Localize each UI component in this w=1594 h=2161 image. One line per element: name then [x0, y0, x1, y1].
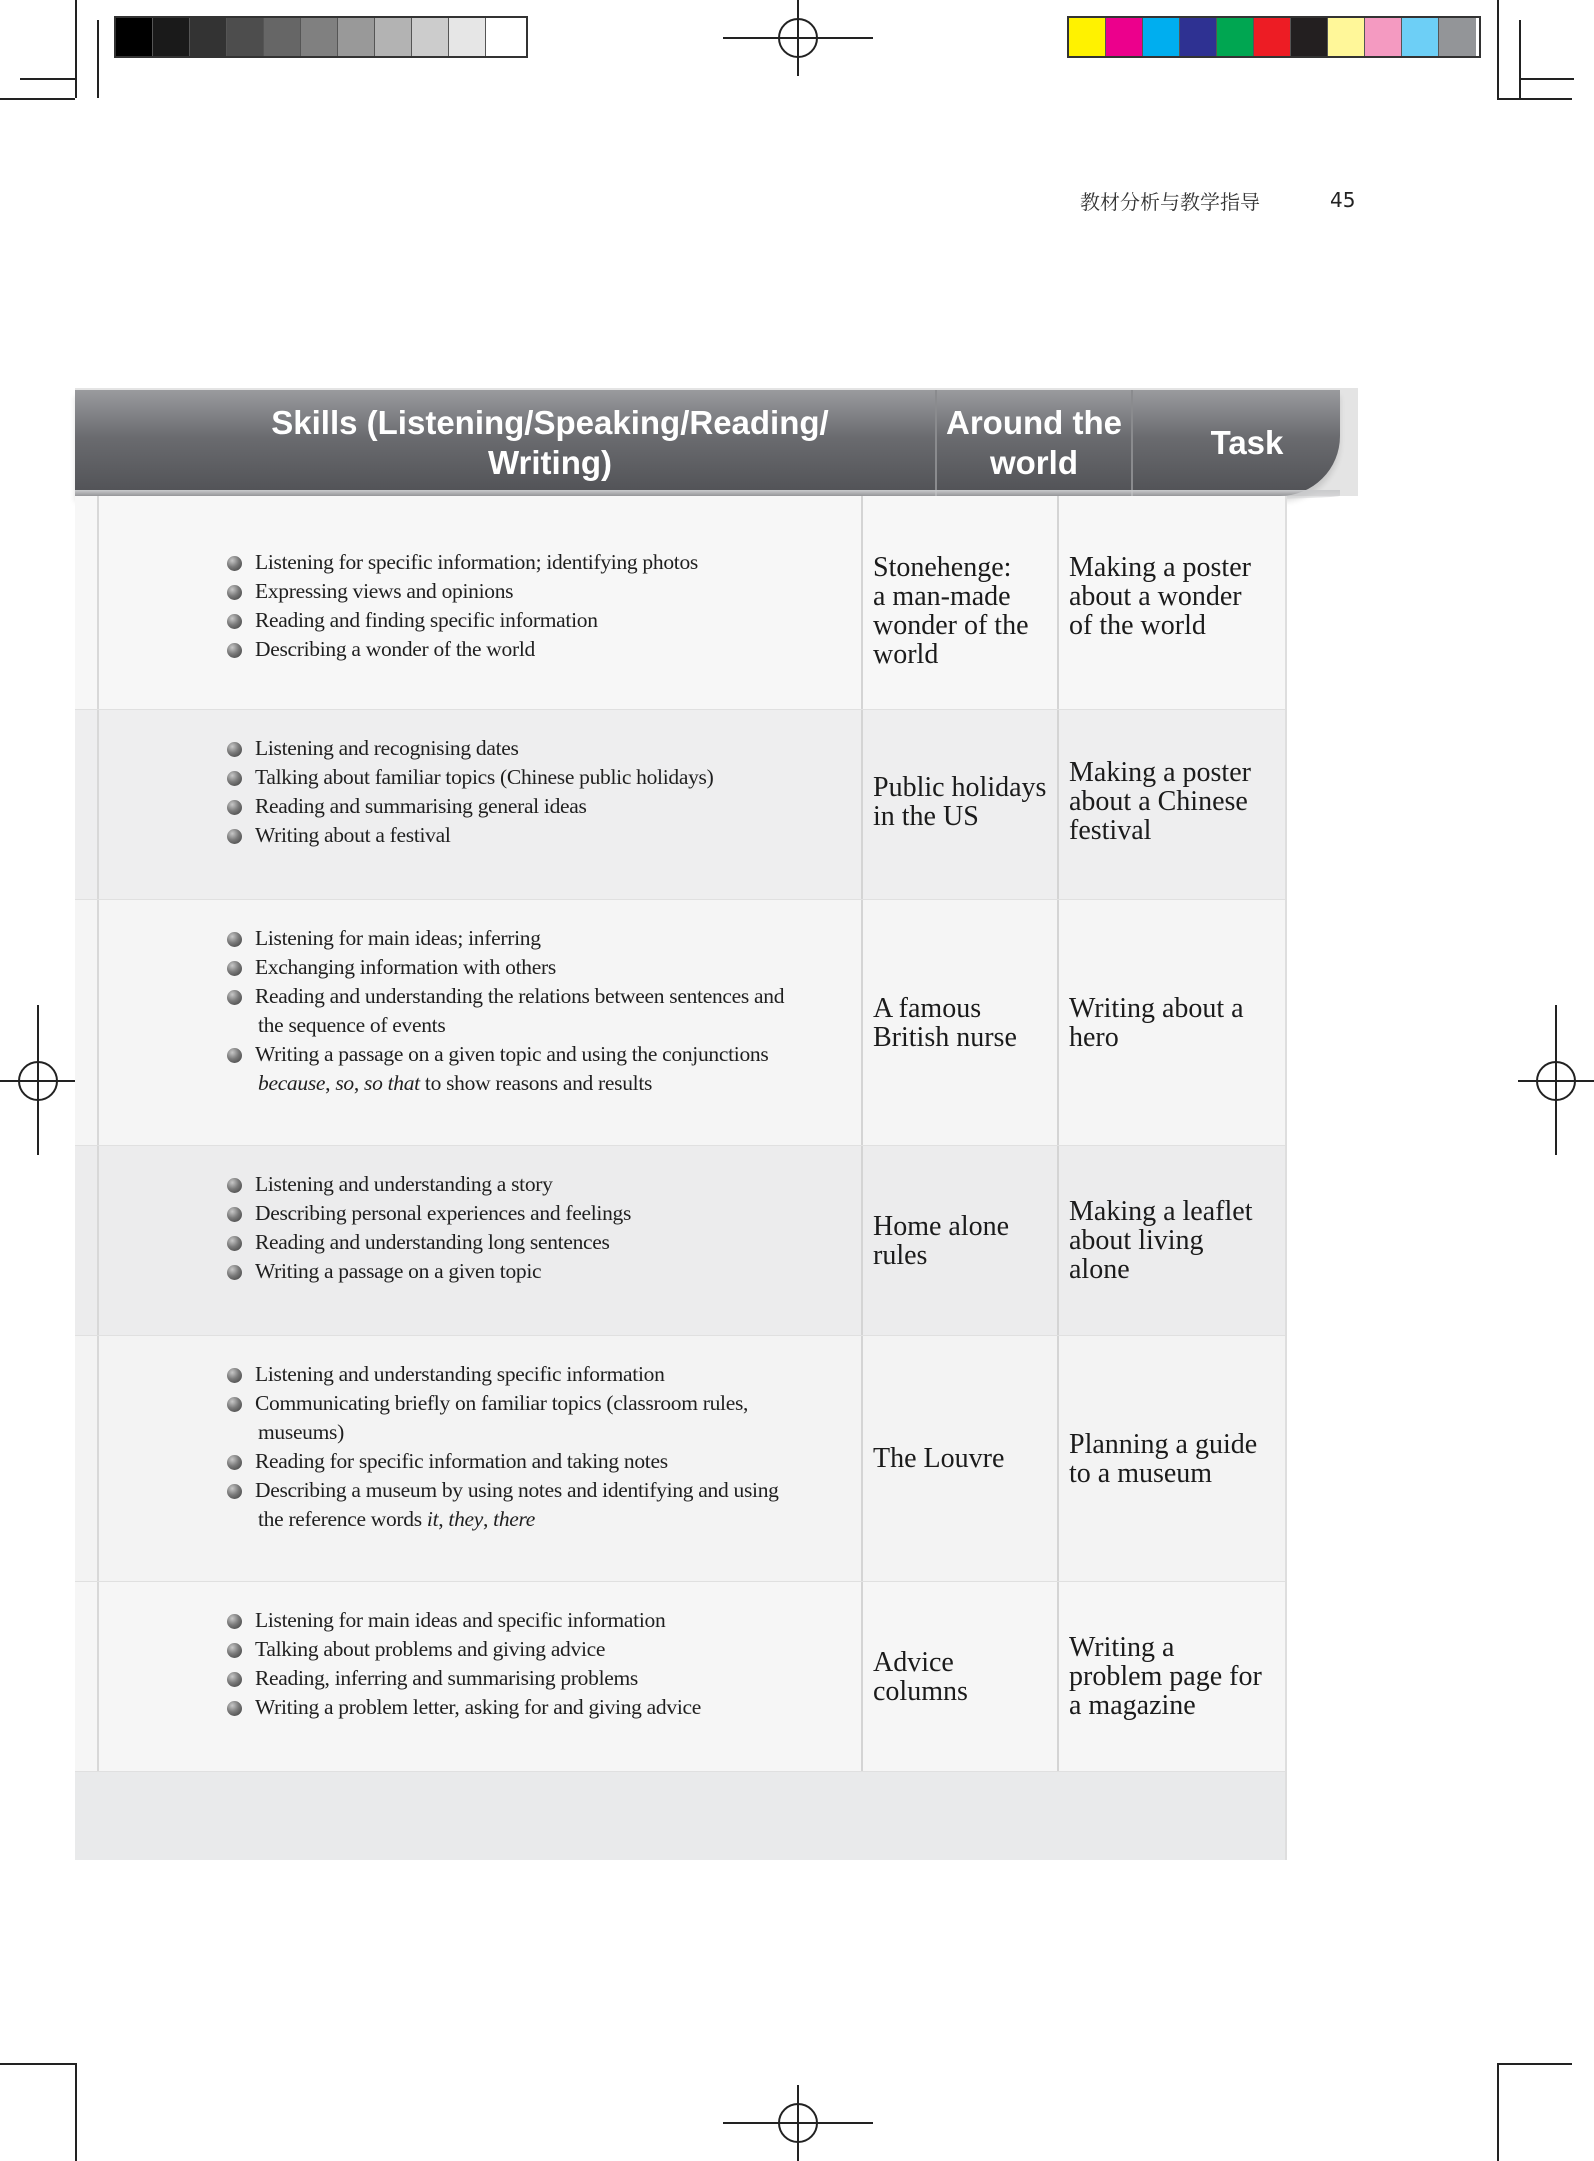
calibration-swatch — [1291, 18, 1328, 56]
crop-mark — [1497, 2063, 1572, 2065]
task-cell — [1057, 900, 1285, 1145]
task-cell — [1057, 710, 1285, 899]
calibration-swatch — [1217, 18, 1254, 56]
calibration-swatch — [153, 18, 190, 56]
task-line: Writing about a — [1069, 992, 1244, 1024]
around-line: Stonehenge: — [873, 552, 1012, 583]
skills-cell — [97, 1146, 861, 1335]
running-head-title: 教材分析与教学指导 — [1080, 190, 1260, 214]
calibration-swatch — [449, 18, 486, 56]
around-the-world-cell — [861, 900, 1057, 1145]
registration-mark-line — [1555, 1005, 1557, 1155]
bullet-icon — [227, 961, 242, 976]
task-line: hero — [1069, 1021, 1119, 1053]
calibration-swatch — [1402, 18, 1439, 56]
skill-item: Communicating briefly on familiar topics (classroom rules, museums) — [227, 1389, 847, 1447]
task-line: Writing a — [1069, 1632, 1175, 1663]
task-line: about a Chinese — [1069, 786, 1248, 817]
skill-item: Listening for main ideas; inferring — [227, 924, 847, 953]
bullet-icon — [227, 1048, 242, 1063]
around-the-world-cell — [861, 710, 1057, 899]
around-line: world — [873, 639, 939, 670]
around-line: a man-made — [873, 581, 1011, 612]
around-line: in the US — [873, 800, 979, 832]
bullet-icon — [227, 771, 242, 786]
task-line: alone — [1069, 1254, 1130, 1285]
bullet-icon — [227, 1265, 242, 1280]
calibration-swatch — [1106, 18, 1143, 56]
skill-item: Describing personal experiences and feelings — [227, 1199, 847, 1228]
crop-mark — [97, 20, 99, 98]
bullet-icon — [227, 1614, 242, 1629]
bullet-icon — [227, 1178, 242, 1193]
around-line: The Louvre — [873, 1443, 1005, 1474]
bullet-icon — [227, 1484, 242, 1499]
skills-cell — [97, 1582, 861, 1771]
skill-item: Writing about a festival — [227, 821, 847, 850]
bullet-icon — [227, 556, 242, 571]
skill-item: Describing a museum by using notes and identifying and using the reference words it, they, there — [227, 1476, 847, 1534]
skills-list — [227, 1170, 847, 1286]
task-line: Making a poster — [1069, 757, 1251, 788]
skill-item: Reading and summarising general ideas — [227, 792, 847, 821]
bullet-icon — [227, 990, 242, 1005]
task-cell — [1057, 496, 1285, 709]
header-around-line2: world — [989, 444, 1078, 481]
bullet-icon — [227, 1397, 242, 1412]
registration-mark-line — [37, 1005, 39, 1155]
calibration-swatch — [190, 18, 227, 56]
table-body — [75, 496, 1287, 1860]
table-row — [75, 900, 1285, 1146]
task-line: festival — [1069, 815, 1152, 846]
calibration-swatch — [227, 18, 264, 56]
crop-mark — [20, 78, 75, 80]
crop-mark — [1497, 2063, 1499, 2161]
skills-list — [227, 1360, 847, 1534]
task-line: of the world — [1069, 610, 1206, 641]
task-line: about a wonder — [1069, 581, 1242, 612]
skills-cell — [97, 496, 861, 709]
around-line: rules — [873, 1239, 928, 1271]
bullet-icon — [227, 1455, 242, 1470]
calibration-swatch — [264, 18, 301, 56]
crop-mark — [75, 2063, 77, 2161]
registration-mark-line — [797, 0, 799, 76]
table-footer-band — [75, 1772, 1287, 1860]
around-line: Advice — [873, 1646, 954, 1678]
crop-mark — [1519, 78, 1574, 80]
table-row — [75, 710, 1285, 900]
bullet-icon — [227, 1236, 242, 1251]
bullet-icon — [227, 614, 242, 629]
task-cell — [1057, 1146, 1285, 1335]
table-row — [75, 496, 1285, 710]
task-line: about living — [1069, 1225, 1204, 1256]
task-cell — [1057, 1336, 1285, 1581]
task-line: to a museum — [1069, 1457, 1213, 1489]
calibration-swatch — [338, 18, 375, 56]
header-around-the-world — [935, 390, 1131, 496]
skill-item: Reading and understanding long sentences — [227, 1228, 847, 1257]
skill-item: Writing a passage on a given topic and using the conjunctions because, so, so that to show reasons and results — [227, 1040, 847, 1098]
calibration-swatch — [1328, 18, 1365, 56]
bullet-icon — [227, 1368, 242, 1383]
skill-item: Listening and understanding specific information — [227, 1360, 847, 1389]
bullet-icon — [227, 742, 242, 757]
calibration-swatch — [486, 18, 523, 56]
skill-item: Reading, inferring and summarising problems — [227, 1664, 847, 1693]
page-number: 45 — [1330, 188, 1356, 212]
skills-list — [227, 548, 847, 664]
header-skills-line1: Skills (Listening/Speaking/Reading/ — [271, 404, 829, 441]
skill-item: Writing a problem letter, asking for and giving advice — [227, 1693, 847, 1722]
skill-item: Reading and understanding the relations between sentences and the sequence of events — [227, 982, 847, 1040]
skill-item: Exchanging information with others — [227, 953, 847, 982]
calibration-swatch — [1143, 18, 1180, 56]
around-line: columns — [873, 1675, 968, 1707]
header-skills-line2: Writing) — [487, 444, 612, 481]
bullet-icon — [227, 1701, 242, 1716]
around-the-world-cell — [861, 1146, 1057, 1335]
around-line: A famous — [873, 992, 982, 1024]
table-header — [75, 390, 1340, 496]
around-the-world-cell — [861, 1336, 1057, 1581]
skill-item: Expressing views and opinions — [227, 577, 847, 606]
bullet-icon — [227, 800, 242, 815]
skill-item: Listening for specific information; identifying photos — [227, 548, 847, 577]
skill-item: Describing a wonder of the world — [227, 635, 847, 664]
bullet-icon — [227, 932, 242, 947]
bullet-icon — [227, 643, 242, 658]
crop-mark — [1497, 98, 1572, 100]
task-cell — [1057, 1582, 1285, 1771]
around-the-world-cell — [861, 496, 1057, 709]
table-row — [75, 1336, 1285, 1582]
skill-item: Reading and finding specific information — [227, 606, 847, 635]
task-line: Planning a guide — [1069, 1428, 1258, 1460]
table-row — [75, 1146, 1285, 1336]
calibration-swatch — [116, 18, 153, 56]
around-line: British nurse — [873, 1021, 1017, 1053]
crop-mark — [0, 2063, 75, 2065]
skills-cell — [97, 900, 861, 1145]
bullet-icon — [227, 829, 242, 844]
skills-list — [227, 1606, 847, 1722]
around-line: Home alone — [873, 1210, 1010, 1242]
calibration-swatch — [412, 18, 449, 56]
skill-item: Writing a passage on a given topic — [227, 1257, 847, 1286]
header-skills — [165, 390, 935, 496]
bullet-icon — [227, 1672, 242, 1687]
calibration-swatch — [1439, 18, 1476, 56]
around-the-world-cell — [861, 1582, 1057, 1771]
task-line: problem page for — [1069, 1661, 1262, 1692]
registration-mark-line — [797, 2085, 799, 2161]
task-line: a magazine — [1069, 1690, 1196, 1721]
calibration-swatch — [375, 18, 412, 56]
calibration-swatch — [1365, 18, 1402, 56]
task-line: Making a poster — [1069, 552, 1251, 583]
crop-mark — [1519, 20, 1521, 98]
header-task: Task — [1131, 390, 1361, 496]
skill-item: Talking about familiar topics (Chinese public holidays) — [227, 763, 847, 792]
bullet-icon — [227, 585, 242, 600]
skill-item: Talking about problems and giving advice — [227, 1635, 847, 1664]
crop-mark — [75, 0, 77, 98]
header-around-line1: Around the — [946, 404, 1122, 441]
calibration-swatch — [301, 18, 338, 56]
skill-item: Listening and understanding a story — [227, 1170, 847, 1199]
calibration-swatch — [1254, 18, 1291, 56]
around-line: wonder of the — [873, 610, 1029, 641]
crop-mark — [0, 98, 75, 100]
color-calibration-strip — [1067, 16, 1481, 58]
calibration-swatch — [1180, 18, 1217, 56]
bullet-icon — [227, 1207, 242, 1222]
task-line: Making a leaflet — [1069, 1196, 1253, 1227]
skills-list — [227, 734, 847, 850]
bullet-icon — [227, 1643, 242, 1658]
table-row — [75, 1582, 1285, 1772]
crop-mark — [1497, 0, 1499, 98]
skills-cell — [97, 1336, 861, 1581]
skill-item: Listening for main ideas and specific information — [227, 1606, 847, 1635]
skill-item: Listening and recognising dates — [227, 734, 847, 763]
calibration-swatch — [1069, 18, 1106, 56]
skills-cell — [97, 710, 861, 899]
skills-list — [227, 924, 847, 1098]
grayscale-calibration-strip — [114, 16, 528, 58]
around-line: Public holidays — [873, 771, 1047, 803]
skill-item: Reading for specific information and taking notes — [227, 1447, 847, 1476]
